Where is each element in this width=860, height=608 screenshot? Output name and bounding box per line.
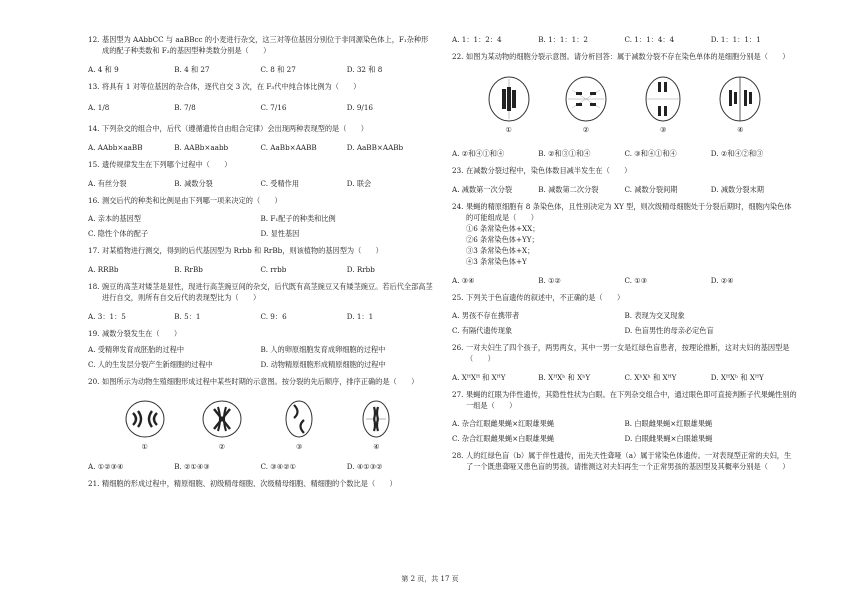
question-20	[88, 376, 433, 472]
question-stem: 将具有 1 对等位基因的杂合体，逐代自交 3 次，在 F₃代中纯合体比例为（ ）	[102, 82, 361, 91]
option-a: A. 4 和 9	[88, 65, 119, 74]
cell-4-diagram	[354, 397, 398, 441]
cell-figure	[106, 397, 415, 453]
cell-4	[354, 397, 398, 453]
question-number: 23.	[452, 166, 464, 175]
option-a: A. 男孩不存在携带者	[452, 311, 520, 320]
question-18	[88, 281, 433, 322]
question-25	[452, 292, 797, 336]
cell-label: ①	[505, 126, 512, 134]
question-stem: 对某植物进行测交，得到的后代基因型为 Rrbb 和 RrBb，则该植物的基因型为（ ）	[102, 246, 383, 255]
option-b: B. F₁配子的种类和比例	[260, 214, 336, 223]
cell-1	[123, 397, 167, 453]
question-stem: 一对夫妇生了四个孩子，两男两女，其中一男一女是红绿色盲患者，按理论推断，这对夫妇的基因型是（ ）	[466, 343, 790, 363]
option-c: C. 8 和 27	[260, 65, 296, 74]
choice-line: ②6 条常染色体+YY；	[466, 235, 539, 244]
question-19	[88, 328, 433, 370]
question-stem: 如图所示为动物生殖细胞形成过程中某些时期的示意图。按分裂的先后顺序，排序正确的是（ ）	[102, 377, 419, 386]
option-c: C. ①③	[624, 276, 648, 285]
question-number: 19.	[88, 329, 100, 338]
question-stem: 基因型为 AAbbCC 与 aaBBcc 的小麦进行杂交，这三对等位基因分别位于非同源染色体上，F₁杂种形成的配子种类数和 F₂的基因型种类数分别是（ ）	[102, 35, 429, 55]
option-b: B. 减数第二次分裂	[538, 185, 599, 194]
option-a: A. ③④	[452, 276, 475, 285]
option-d: D. 1：1：1：1	[710, 35, 761, 44]
question-number: 13.	[88, 82, 100, 91]
question-number: 17.	[88, 246, 100, 255]
option-d: D. 1：1	[346, 312, 374, 321]
option-c: C. XʰXʰ 和 XᴴY	[624, 373, 677, 382]
question-number: 14.	[88, 124, 100, 133]
question-stem: 豌豆的高茎对矮茎是显性，现进行高茎豌豆间的杂交，后代既有高茎豌豆又有矮茎豌豆。若后代全部高茎进行自交，则所有自交后代的表现型比为（ ）	[102, 282, 433, 302]
question-stem: 测交后代的种类和比例是由下列哪一项来决定的（ ）	[102, 196, 282, 205]
question-15	[88, 159, 433, 189]
question-stem: 果蝇的红眼为伴性遗传，其隐性性状为白眼。在下列杂交组合中，通过眼色即可直接判断子代果蝇性别的一组是（ ）	[466, 390, 797, 410]
option-c: C. rrbb	[260, 265, 287, 274]
question-stem: 在减数分裂过程中，染色体数目减半发生在（ ）	[466, 166, 632, 175]
cell-4	[718, 74, 762, 136]
cell-2	[200, 397, 244, 453]
option-a: A. 3：1：5	[88, 312, 126, 321]
cell-1-diagram	[123, 397, 167, 441]
option-a: A. 1：1：2：4	[452, 35, 502, 44]
question-22	[452, 51, 797, 159]
question-number: 18.	[88, 282, 100, 291]
option-d: D. XᴴXʰ 和 XᴴY	[710, 373, 764, 382]
cell-3	[641, 74, 685, 136]
option-d: D. 动物精原细胞形成精原细胞的过程中	[260, 360, 386, 369]
question-13	[88, 81, 433, 113]
option-b: B. 7/8	[174, 103, 196, 112]
question-number: 20.	[88, 377, 100, 386]
option-d: D. Rrbb	[346, 265, 375, 274]
option-b: B. ②和③①和④	[538, 149, 591, 158]
option-a: A. XᴴXᴴ 和 XᴴY	[452, 373, 506, 382]
question-number: 22.	[452, 52, 464, 61]
option-d: D. 32 和 8	[346, 65, 383, 74]
option-a: A. RRBb	[88, 265, 119, 274]
cell-label: ①	[141, 443, 148, 451]
question-number: 21.	[88, 479, 100, 488]
question-17	[88, 245, 433, 275]
option-c: C. 受精作用	[260, 179, 300, 188]
option-c: C. ③④②①	[260, 462, 297, 471]
choice-line: ③3 条常染色体+X；	[466, 246, 535, 255]
question-27	[452, 389, 797, 444]
question-26	[452, 342, 797, 383]
right-column	[452, 34, 797, 477]
question-14	[88, 123, 433, 153]
option-b: B. 1：1：1：2	[538, 35, 588, 44]
option-b: B. 4 和 27	[174, 65, 210, 74]
option-a: A. AAbb×aaBB	[88, 143, 143, 152]
option-b: B. 白眼雌果蝇×红眼雄果蝇	[624, 419, 713, 428]
option-d: D. AaBB×AABb	[346, 143, 404, 152]
cell-label: ②	[218, 443, 226, 451]
cell-3-diagram	[277, 397, 321, 441]
question-23	[452, 165, 797, 195]
choice-line: ④3 条常染色体+Y	[466, 257, 527, 266]
cell-figure	[470, 74, 779, 136]
question-16	[88, 195, 433, 239]
option-a: A. 杂合红眼雌果蝇×红眼雄果蝇	[452, 419, 555, 428]
question-number: 24.	[452, 202, 464, 211]
cell-1	[487, 74, 531, 136]
question-number: 27.	[452, 390, 464, 399]
option-d: D. 色盲男性的母亲必定色盲	[624, 326, 714, 335]
question-number: 15.	[88, 160, 100, 169]
option-a: A. ②和④①和④	[452, 149, 505, 158]
question-21-options	[452, 34, 797, 45]
option-b: B. 减数分裂	[174, 179, 213, 188]
option-b: B. XᴴXʰ 和 XʰY	[538, 373, 591, 382]
option-c: C. ③和④①和④	[624, 149, 677, 158]
cell-1-diagram	[487, 74, 531, 124]
question-stem: 果蝇的精原细胞有 8 条染色体，且性别决定为 XY 型，则次级精母细胞处于分裂后期时，细胞内染色体的可能组成是（ ）	[466, 202, 792, 222]
left-column	[88, 34, 433, 494]
option-c: C. 隐性个体的配子	[88, 229, 149, 238]
question-number: 25.	[452, 293, 464, 302]
cell-3	[277, 397, 321, 453]
question-stem: 如图为某动物的细胞分裂示意图。请分析回答：属于减数分裂不存在染色单体的是细胞分别是（ ）	[466, 52, 790, 61]
question-stem: 精细胞的形成过程中，精原细胞、初级精母细胞、次级精母细胞、精细胞的个数比是（ ）	[102, 479, 397, 488]
cell-label: ③	[659, 126, 667, 134]
page-footer: 第 2 页，共 17 页	[401, 575, 459, 583]
question-number: 26.	[452, 343, 464, 352]
option-b: B. ①②	[538, 276, 561, 285]
choice-line: ①6 条常染色体+XX；	[466, 224, 540, 233]
option-d: D. 联会	[346, 179, 372, 188]
question-stem: 减数分裂发生在（ ）	[102, 329, 182, 338]
option-b: B. RrBb	[174, 265, 203, 274]
cell-2	[564, 74, 608, 136]
option-c: C. 9：6	[260, 312, 287, 321]
question-number: 28.	[452, 451, 464, 460]
option-b: B. 5：1	[174, 312, 201, 321]
option-a: A. 减数第一次分裂	[452, 185, 513, 194]
cell-2-diagram	[200, 397, 244, 441]
option-b: B. AABb×aabb	[174, 143, 229, 152]
question-24	[452, 201, 797, 286]
question-stem: 下列杂交的组合中，后代（遵循遗传自由组合定律）会出现两种表现型的是（ ）	[102, 124, 368, 133]
question-number: 12.	[88, 35, 100, 44]
option-a: A. 受精卵发育成胚胎的过程中	[88, 345, 185, 354]
option-b: B. 人的卵原细胞发育成卵细胞的过程中	[260, 345, 386, 354]
question-28	[452, 450, 797, 472]
option-a: A. 1/8	[88, 103, 110, 112]
option-a: A. 有丝分裂	[88, 179, 127, 188]
option-c: C. 人的生发层分裂产生新细胞的过程中	[88, 360, 213, 369]
question-21	[88, 478, 433, 489]
question-stem: 人的红绿色盲（b）属于伴性遗传，而先天性聋哑（a）属于常染色体遗传。一对表现型正常的夫妇，生了一个既患聋哑又患色盲的男孩。请推测这对夫妇再生一个正常男孩的基因型及其概率分别是（ ）	[466, 451, 792, 471]
cell-2-diagram	[564, 74, 608, 124]
option-a: A. ①②③④	[88, 462, 124, 471]
cell-label: ②	[582, 126, 590, 134]
question-stem: 下列关于色盲遗传的叙述中，不正确的是（ ）	[466, 293, 625, 302]
option-d: D. ②和④②和③	[710, 149, 764, 158]
cell-label: ④	[737, 126, 744, 134]
option-b: B. ②①④③	[174, 462, 210, 471]
option-d: D. 9/16	[346, 103, 373, 112]
option-d: D. 白眼雌果蝇×白眼雄果蝇	[624, 434, 713, 443]
cell-3-diagram	[641, 74, 685, 124]
option-c: C. 有隔代遗传现象	[452, 326, 513, 335]
option-a: A. 亲本的基因型	[88, 214, 141, 223]
option-d: D. ②④	[710, 276, 734, 285]
cell-label: ③	[295, 443, 303, 451]
option-c: C. AaBb×AABB	[260, 143, 317, 152]
option-c: C. 7/16	[260, 103, 287, 112]
option-d: D. 减数分裂末期	[710, 185, 764, 194]
option-d: D. ④①③②	[346, 462, 383, 471]
question-stem: 遗传规律发生在下列哪个过程中（ ）	[102, 160, 232, 169]
option-b: B. 表现为交叉现象	[624, 311, 685, 320]
cell-label: ④	[373, 443, 380, 451]
cell-4-diagram	[718, 74, 762, 124]
option-c: C. 1：1：4：4	[624, 35, 675, 44]
question-12	[88, 34, 433, 75]
question-number: 16.	[88, 196, 100, 205]
option-c: C. 杂合红眼雌果蝇×白眼雄果蝇	[452, 434, 555, 443]
option-d: D. 显性基因	[260, 229, 300, 238]
option-c: C. 减数分裂间期	[624, 185, 678, 194]
